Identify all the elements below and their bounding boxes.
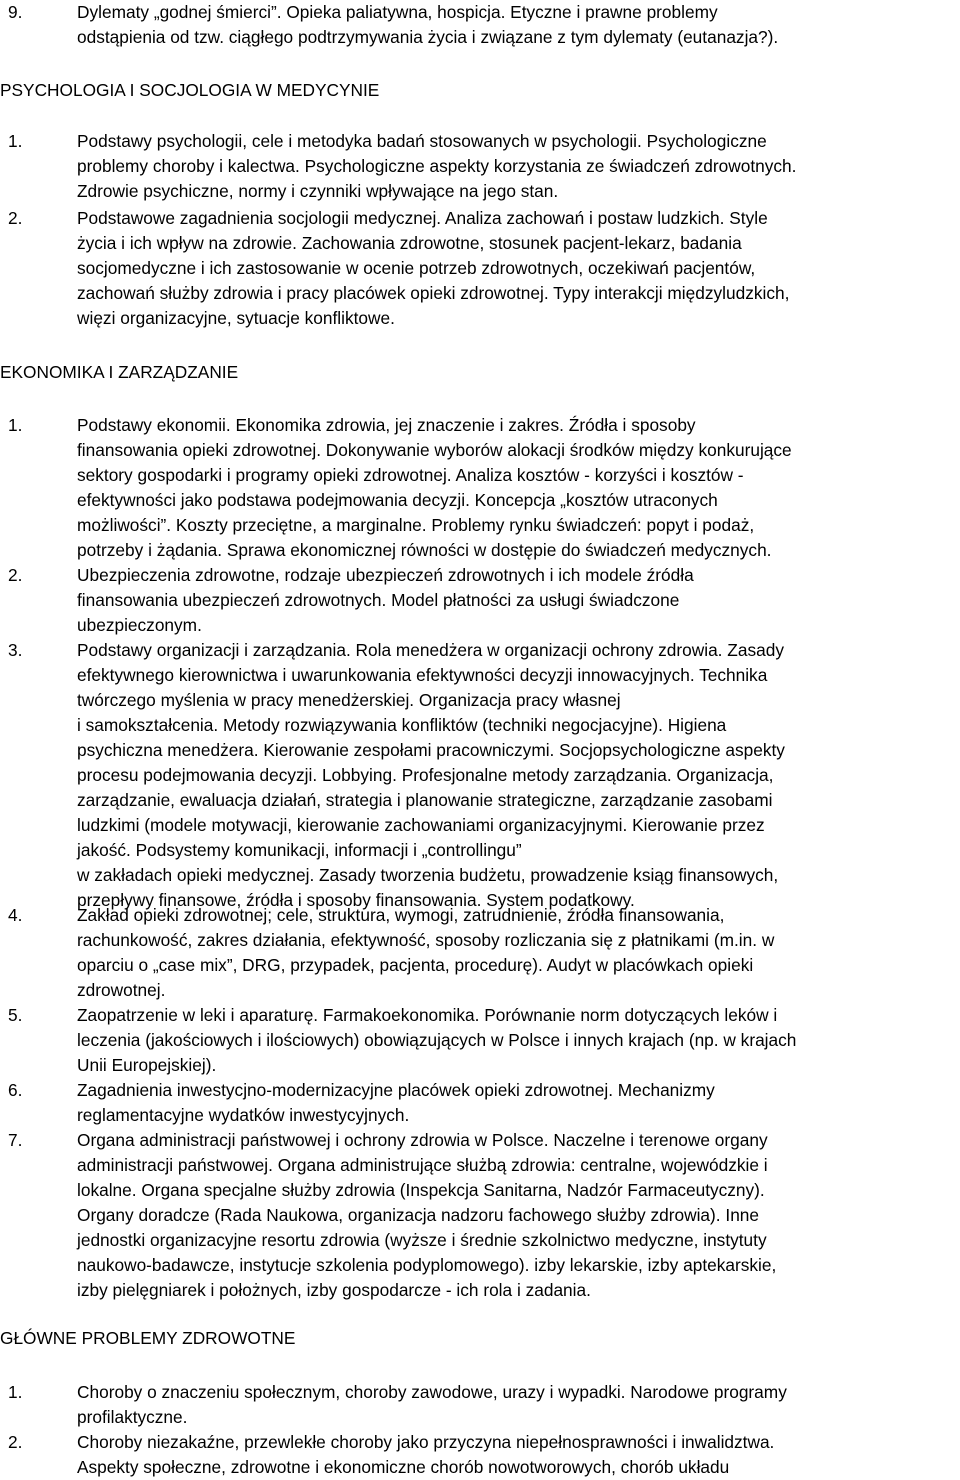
item-text-line: Podstawowe zagadnienia socjologii medycznej. Analiza zachowań i postaw ludzkich. Style: [77, 208, 768, 228]
item-number: 5.: [8, 1005, 23, 1025]
item-number: 3.: [8, 640, 23, 660]
section-heading-psychologia: PSYCHOLOGIA I SOCJOLOGIA W MEDYCYNIE: [0, 80, 380, 100]
item-text-line: Zdrowie psychiczne, normy i czynniki wpływające na jego stan.: [77, 181, 559, 201]
item-text-line: rachunkowość, zakres działania, efektywność, sposoby rozliczania się z płatnikami (m.in. w: [77, 930, 775, 950]
item-text-line: odstąpienia od tzw. ciągłego podtrzymywania życia i związane z tym dylematy (eutanazja?).: [77, 27, 779, 47]
item-text-line: profilaktyczne.: [77, 1407, 188, 1427]
item-text-line: problemy choroby i kalectwa. Psychologiczne aspekty korzystania ze świadczeń zdrowotnych.: [77, 156, 797, 176]
item-text-line: Ubezpieczenia zdrowotne, rodzaje ubezpieczeń zdrowotnych i ich modele źródła: [77, 565, 694, 585]
item-text-line: reglamentacyjne wydatków inwestycyjnych.: [77, 1105, 410, 1125]
item-text-line: twórczego myślenia w pracy menedżerskiej. Organizacja pracy własnej: [77, 690, 621, 710]
item-text-line: Organa administracji państwowej i ochrony zdrowia w Polsce. Naczelne i terenowe organy: [77, 1130, 768, 1150]
item-text-line: Unii Europejskiej).: [77, 1055, 217, 1075]
item-text-line: finansowania opieki zdrowotnej. Dokonywanie wyborów alokacji środków między konkurujące: [77, 440, 792, 460]
item-text-line: Organy doradcze (Rada Naukowa, organizacja nadzoru fachowego służby zdrowia). Inne: [77, 1205, 760, 1225]
item-number: 9.: [8, 2, 23, 22]
item-number: 7.: [8, 1130, 23, 1150]
item-text-line: sektory gospodarki i programy opieki zdrowotnej. Analiza kosztów - korzyści i kosztów -: [77, 465, 744, 485]
item-number: 1.: [8, 1382, 23, 1402]
item-text-line: Podstawy ekonomii. Ekonomika zdrowia, jej znaczenie i zakres. Źródła i sposoby: [77, 415, 696, 435]
item-text-line: psychiczna menedżera. Kierowanie zespołami pracowniczymi. Socjopsychologiczne aspekty: [77, 740, 785, 760]
item-text-line: Choroby niezakaźne, przewlekłe choroby jako przyczyna niepełnosprawności i inwalidztwa.: [77, 1432, 775, 1452]
item-number: 2.: [8, 565, 23, 585]
item-text-line: Zaopatrzenie w leki i aparaturę. Farmakoekonomika. Porównanie norm dotyczących leków i: [77, 1005, 778, 1025]
item-number: 1.: [8, 415, 23, 435]
item-text-line: leczenia (jakościowych i ilościowych) obowiązujących w Polsce i innych krajach (np. w krajach: [77, 1030, 797, 1050]
item-text-line: Choroby o znaczeniu społecznym, choroby zawodowe, urazy i wypadki. Narodowe programy: [77, 1382, 787, 1402]
item-text-line: administracji państwowej. Organa administrujące służbą zdrowia: centralne, wojewódzkie i: [77, 1155, 768, 1175]
item-text-line: potrzeby i żądania. Sprawa ekonomicznej równości w dostępie do świadczeń medycznych.: [77, 540, 772, 560]
item-text-line: Dylematy „godnej śmierci”. Opieka paliatywna, hospicja. Etyczne i prawne problemy: [77, 2, 718, 22]
item-text-line: efektywnego kierownictwa i uwarunkowania efektywności decyzji innowacyjnych. Technika: [77, 665, 768, 685]
section-heading-ekonomika: EKONOMIKA I ZARZĄDZANIE: [0, 362, 239, 382]
item-text-line: zarządzanie, ewaluacja działań, strategia i planowanie strategiczne, zarządzanie zasobami: [77, 790, 773, 810]
section-heading-glowne-problemy: GŁÓWNE PROBLEMY ZDROWOTNE: [0, 1328, 296, 1348]
item-text-line: zdrowotnej.: [77, 980, 166, 1000]
item-text-line: oparciu o „case mix”, DRG, przypadek, pacjenta, procedurę). Audyt w placówkach opieki: [77, 955, 754, 975]
item-text-line: Zagadnienia inwestycjno-modernizacyjne placówek opieki zdrowotnej. Mechanizmy: [77, 1080, 715, 1100]
item-text-line: jakość. Podsystemy komunikacji, informacji i „controllingu”: [77, 840, 522, 860]
item-text-line: efektywności jako podstawa podejmowania decyzji. Koncepcja „kosztów utraconych: [77, 490, 718, 510]
item-text-line: życia i ich wpływ na zdrowie. Zachowania zdrowotne, stosunek pacjent-lekarz, badania: [77, 233, 742, 253]
item-text-line: więzi organizacyjne, sytuacje konfliktowe.: [77, 308, 395, 328]
item-text-line: naukowo-badawcze, instytucje szkolenia podyplomowego). izby lekarskie, izby aptekarskie,: [77, 1255, 777, 1275]
item-text-line: ludzkimi (modele motywacji, kierowanie zachowaniami organizacyjnymi. Kierowanie przez: [77, 815, 765, 835]
item-text-line: Zakład opieki zdrowotnej; cele, struktura, wymogi, zatrudnienie, źródła finansowania,: [77, 905, 725, 925]
item-number: 1.: [8, 131, 23, 151]
item-text-line: i samokształcenia. Metody rozwiązywania konfliktów (techniki negocjacyjne). Higiena: [77, 715, 727, 735]
item-number: 4.: [8, 905, 23, 925]
item-number: 2.: [8, 1432, 23, 1452]
item-text-line: procesu podejmowania decyzji. Lobbying. Profesjonalne metody zarządzania. Organizacja,: [77, 765, 774, 785]
item-text-line: możliwości”. Koszty przeciętne, a marginalne. Problemy rynku świadczeń: popyt i podaż,: [77, 515, 755, 535]
item-text-line: w zakładach opieki medycznej. Zasady tworzenia budżetu, prowadzenie ksiąg finansowych,: [77, 865, 779, 885]
item-text-line: przepływy finansowe, źródła i sposoby finansowania. System podatkowy.: [77, 890, 635, 910]
item-text-line: Podstawy psychologii, cele i metodyka badań stosowanych w psychologii. Psychologiczne: [77, 131, 767, 151]
item-text-line: Podstawy organizacji i zarządzania. Rola menedżera w organizacji ochrony zdrowia. Zasady: [77, 640, 784, 660]
item-text-line: izby pielęgniarek i położnych, izby gospodarcze - ich rola i zadania.: [77, 1280, 591, 1300]
item-text-line: ubezpieczonym.: [77, 615, 202, 635]
item-text-line: jednostki organizacyjne resortu zdrowia (wyższe i średnie szkolnictwo medyczne, instytuty: [77, 1230, 767, 1250]
item-text-line: socjomedyczne i ich zastosowanie w ocenie potrzeb zdrowotnych, oczekiwań pacjentów,: [77, 258, 756, 278]
item-text-line: lokalne. Organa specjalne służby zdrowia (Inspekcja Sanitarna, Nadzór Farmaceutyczny).: [77, 1180, 765, 1200]
item-text-line: Aspekty społeczne, zdrowotne i ekonomiczne chorób nowotworowych, chorób układu: [77, 1457, 730, 1477]
item-number: 6.: [8, 1080, 23, 1100]
item-number: 2.: [8, 208, 23, 228]
item-text-line: zachowań służby zdrowia i pracy placówek opieki zdrowotnej. Typy interakcji międzyludzkich,: [77, 283, 790, 303]
item-text-line: finansowania ubezpieczeń zdrowotnych. Model płatności za usługi świadczone: [77, 590, 680, 610]
